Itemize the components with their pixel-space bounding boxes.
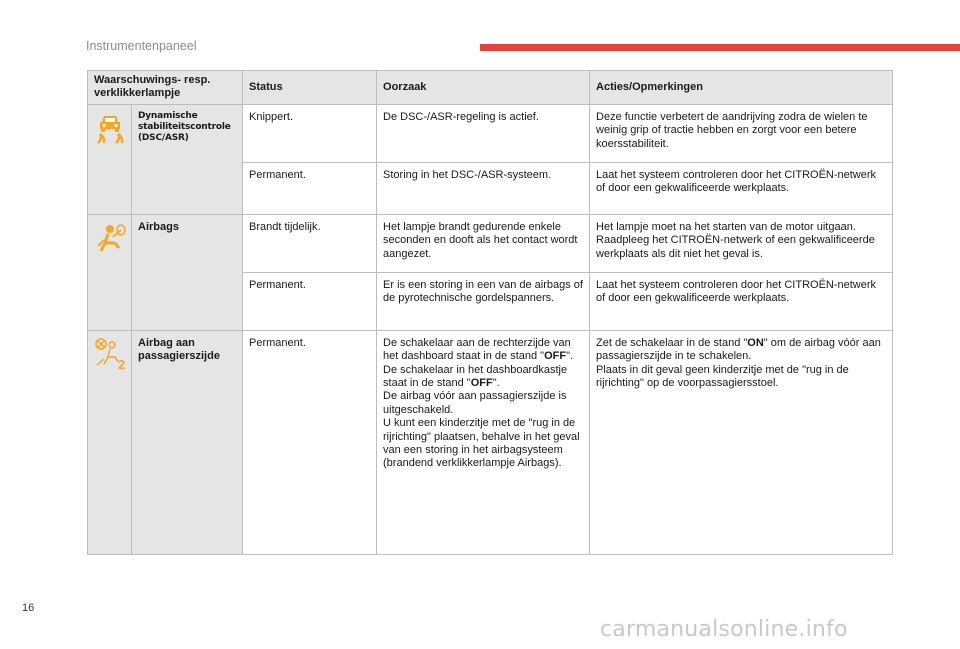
header-cause: Oorzaak [377, 71, 590, 105]
header-status: Status [243, 71, 377, 105]
lamp-icon-cell [88, 330, 132, 554]
accent-bar [480, 44, 960, 51]
cause-text: ". [492, 377, 500, 390]
action-cell [590, 330, 893, 554]
action-paragraph: Plaats in dit geval geen kinderzitje met de "rug in de rijrichting" op de voorpassagiersstoel. [596, 363, 849, 390]
cause-paragraph [383, 337, 583, 364]
status-cell: Knippert. [243, 104, 377, 162]
table-row [88, 104, 893, 162]
cause-paragraph [383, 364, 583, 391]
passenger-airbag-off-icon [93, 337, 127, 371]
action-text: " om de airbag vóór aan passagierszijde in te schakelen. [596, 336, 881, 363]
action-paragraph [596, 337, 886, 364]
status-cell: Brandt tijdelijk. [243, 214, 377, 272]
cause-cell: Er is een storing in een van de airbags of de pyrotechnische gordelspanners. [377, 272, 590, 330]
page-number: 16 [22, 602, 35, 614]
watermark[interactable]: carmanualsonline.info [600, 617, 848, 642]
lamp-name-passenger-airbag: Airbag aan passagierszijde [132, 330, 243, 554]
action-cell: Laat het systeem controleren door het CITROËN-netwerk of door een gekwalificeerde werkplaats. [590, 162, 893, 214]
action-cell: Laat het systeem controleren door het CITROËN-netwerk of door een gekwalificeerde werkplaats. [590, 272, 893, 330]
cause-paragraph: U kunt een kinderzitje met de "rug in de rijrichting" plaatsen, behalve in het geval van een storing in het airbagsysteem (brandend verklikkerlampje Airbags). [383, 417, 580, 470]
warning-lamps-table [87, 70, 893, 555]
switch-position-on: ON [747, 336, 764, 349]
lamp-name-dsc: Dynamische stabiliteitscontrole (DSC/ASR) [132, 104, 243, 214]
status-cell: Permanent. [243, 330, 377, 554]
section-title: Instrumentenpaneel [86, 39, 197, 53]
cause-cell: De DSC-/ASR-regeling is actief. [377, 104, 590, 162]
svg-text:2: 2 [117, 356, 125, 371]
header-actions: Acties/Opmerkingen [590, 71, 893, 105]
lamp-icon-cell [88, 214, 132, 330]
cause-cell: Storing in het DSC-/ASR-systeem. [377, 162, 590, 214]
status-cell: Permanent. [243, 272, 377, 330]
switch-position-off: OFF [470, 377, 493, 390]
cause-text: ". [566, 350, 574, 363]
cause-cell [377, 330, 590, 554]
cause-text: De schakelaar aan de rechterzijde van het dashboard staat in de stand " [383, 336, 571, 363]
header-lamp: Waarschuwings- resp. verklikkerlampje [88, 71, 243, 105]
table-row [88, 214, 893, 272]
cause-cell: Het lampje brandt gedurende enkele seconden en dooft als het contact wordt aangezet. [377, 214, 590, 272]
car-skid-icon [93, 111, 127, 145]
action-text: Zet de schakelaar in de stand " [596, 336, 748, 349]
action-cell: Deze functie verbetert de aandrijving zodra de wielen te weinig grip of tractie hebben en zorgt voor een betere koersstabiliteit. [590, 104, 893, 162]
status-cell: Permanent. [243, 162, 377, 214]
cause-text: De schakelaar in het dashboardkastje staat in de stand " [383, 363, 568, 390]
lamp-icon-cell [88, 104, 132, 214]
action-cell: Het lampje moet na het starten van de motor uitgaan. Raadpleeg het CITROËN-netwerk of een gekwalificeerde werkplaats als dit niet het geval is. [590, 214, 893, 272]
table-row [88, 330, 893, 554]
airbag-icon [93, 221, 127, 255]
switch-position-off: OFF [544, 350, 567, 363]
lamp-name-airbags: Airbags [132, 214, 243, 330]
cause-paragraph: De airbag vóór aan passagierszijde is uitgeschakeld. [383, 390, 567, 416]
table-header-row [88, 71, 893, 105]
